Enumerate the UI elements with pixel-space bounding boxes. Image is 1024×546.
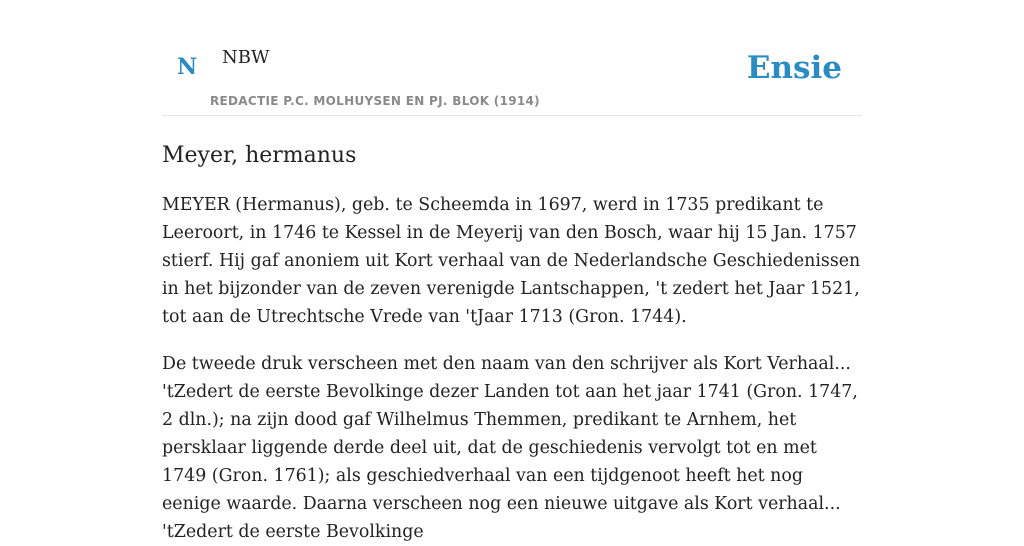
source-logo: N bbox=[177, 54, 198, 80]
article-paragraph: De tweede druk verscheen met den naam van den schrijver als Kort Verhaal... 'tZedert de eerste Bevolkinge dezer Landen tot aan het jaar 1741 (Gron. 1747, 2 dln.); na zijn dood gaf Wilhelmus Themmen, predikant te Arnhem, het persklaar liggende derde deel uit, dat de geschiedenis vervolgt tot en met 1749 (Gron. 1761); als geschiedverhaal van een tijdgenoot heeft het nog eenige waarde. Daarna verscheen nog een nieuwe uitgave als Kort verhaal... 'tZedert de eerste Bevolkinge bbox=[162, 353, 858, 542]
article-title: Meyer, hermanus bbox=[162, 143, 357, 168]
brand-logo-link[interactable]: Ensie bbox=[746, 50, 842, 86]
source-name-link[interactable]: NBW bbox=[222, 47, 270, 68]
source-header bbox=[162, 0, 862, 116]
article-paragraph: MEYER (Hermanus), geb. te Scheemda in 1697, werd in 1735 predikant te Leeroort, in 1746 te Kessel in de Meyerij van den Bosch, waar hij 15 Jan. 1757 stierf. Hij gaf anoniem uit Kort verhaal van de Nederlandsche Geschiedenissen in het bijzonder van de zeven verenigde Lantschappen, 't zedert het Jaar 1521, tot aan de Utrechtsche Vrede van 'tJaar 1713 (Gron. 1744). bbox=[162, 194, 861, 327]
source-subtitle: REDACTIE P.C. MOLHUYSEN EN PJ. BLOK (1914) bbox=[210, 94, 540, 108]
page bbox=[162, 0, 862, 546]
